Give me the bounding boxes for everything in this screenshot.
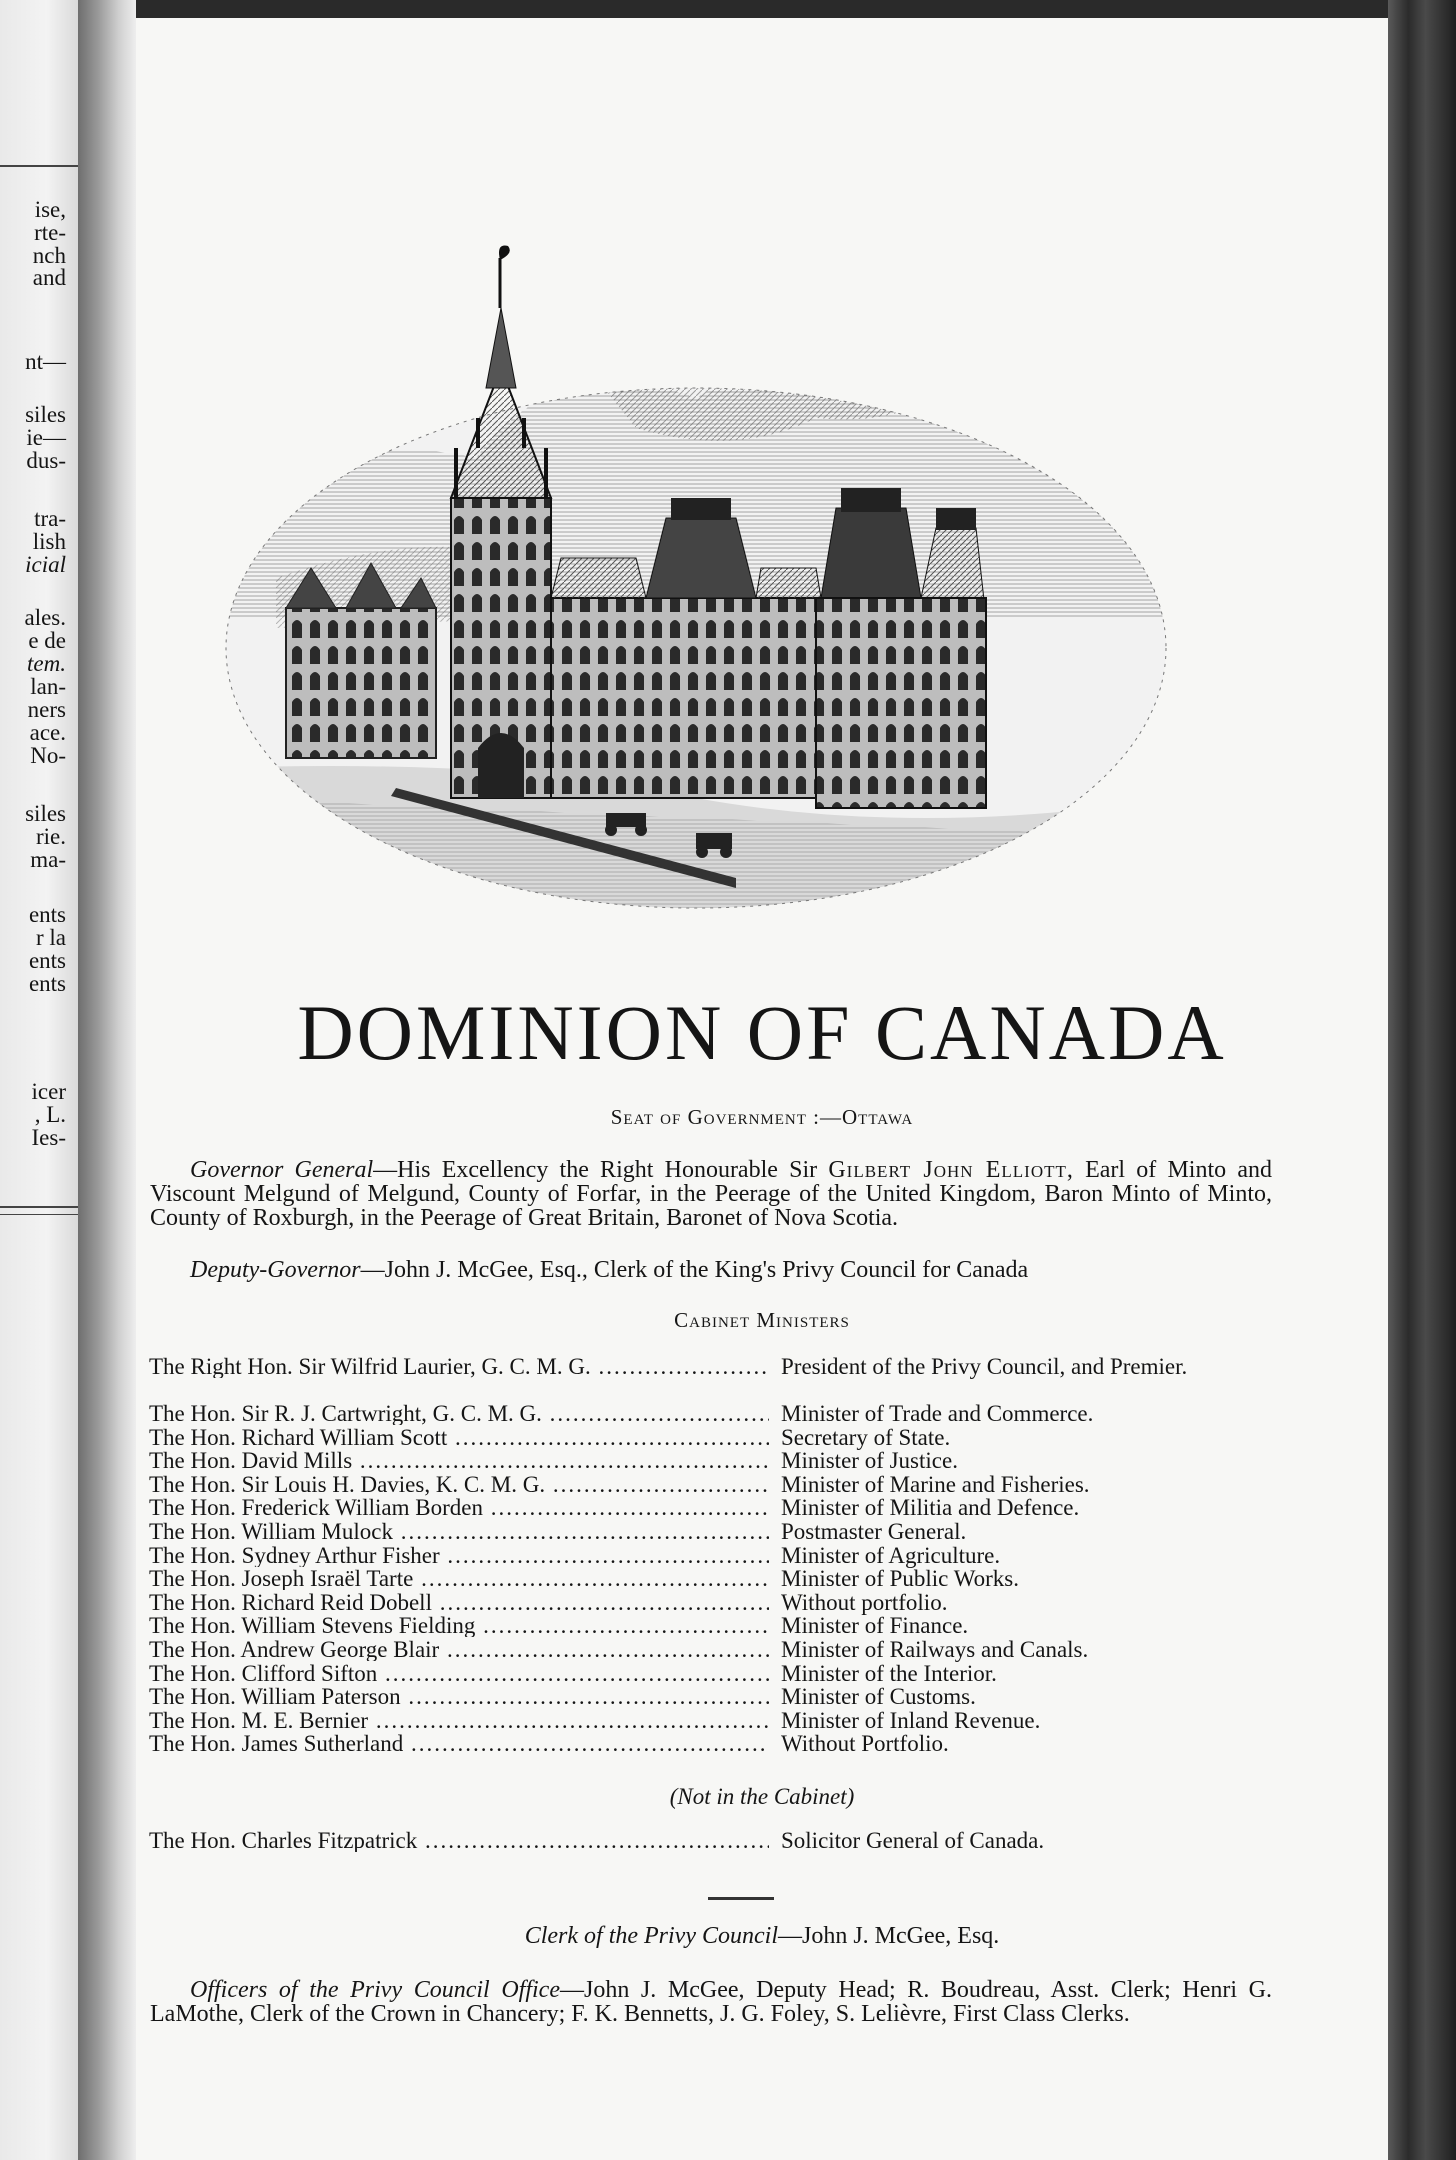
list-item [149, 1709, 1279, 1733]
list-item [149, 1685, 1279, 1709]
list-item [149, 1732, 1279, 1756]
section-divider [708, 1897, 774, 1900]
list-item [149, 1426, 1279, 1450]
minister-name: The Hon. James Sutherland ..... [149, 1732, 769, 1755]
list-item [149, 1662, 1279, 1686]
left-fragment: ales. [24, 605, 66, 630]
clerk-text: —John J. McGee, Esq. [777, 1923, 1000, 1949]
left-page-rule [0, 1214, 78, 1215]
minister-name: The Hon. David Mills ..... [149, 1449, 769, 1472]
officers-label: Officers of the Privy Council Office [190, 1977, 560, 2003]
left-fragment: ents [28, 902, 66, 927]
list-item [149, 1591, 1279, 1615]
clerk-label: Clerk of the Privy Council [524, 1923, 778, 1949]
minister-office: Minister of Agriculture. [781, 1542, 1001, 1568]
page-title: DOMINION OF CANADA [297, 989, 1227, 1076]
minister-name: The Hon. Richard Reid Dobell ..... [149, 1591, 769, 1614]
left-page-rule [0, 1206, 78, 1208]
minister-name: The Hon. Andrew George Blair ..... [149, 1638, 769, 1661]
left-fragment: tra- [34, 506, 66, 531]
minister-name: The Hon. Sir R. J. Cartwright, G. C. M. G. ..... [149, 1402, 769, 1425]
minister-name: The Hon. Clifford Sifton ..... [149, 1662, 769, 1685]
seat-separator: :— [806, 1105, 843, 1129]
left-fragment: nch [32, 243, 66, 268]
left-fragment: ents [28, 971, 66, 996]
seat-city: Ottawa [842, 1105, 914, 1129]
left-fragment: lan- [30, 674, 66, 699]
officers-paragraph [150, 1978, 1272, 2026]
governor-text-b: Earl of Minto and Viscount Melgund of Melgund, County of Forfar, in the Peerage of the United Kingdom, Baron Minto of Minto, County of Roxburgh, in the Peerage of Great Britain, Baronet of Nova Scotia. [150, 1157, 1272, 1231]
deputy-governor-text: —John J. McGee, Esq., Clerk of the King's Privy Council for Canada [360, 1257, 1029, 1283]
left-fragment: e de [28, 628, 66, 653]
governor-general-paragraph [150, 1158, 1272, 1230]
minister-office: Minister of Finance. [781, 1613, 969, 1639]
left-fragment: and [32, 265, 66, 290]
left-fragment: ners [27, 697, 66, 722]
minister-name: The Hon. Joseph Israël Tarte ..... [149, 1567, 769, 1590]
left-fragment: ents [28, 948, 66, 973]
minister-office: Minister of Railways and Canals. [781, 1636, 1089, 1662]
minister-office: Secretary of State. [781, 1424, 951, 1450]
left-fragment: r la [35, 925, 66, 950]
left-fragment: ace. [29, 720, 66, 745]
deputy-governor-label: Deputy-Governor [190, 1257, 361, 1283]
victoria-tower [451, 246, 551, 798]
list-item [149, 1614, 1279, 1638]
left-fragment: lish [32, 529, 66, 554]
main-page [136, 18, 1388, 2160]
governor-general-label: Governor General [190, 1157, 374, 1183]
ministers-list [149, 1355, 1279, 1756]
left-fragment: icial [25, 552, 66, 577]
minister-name: The Hon. Richard William Scott ..... [149, 1426, 769, 1449]
minister-office: Minister of the Interior. [781, 1660, 997, 1686]
left-fragment: No- [30, 743, 66, 768]
left-fragment: rte- [34, 220, 66, 245]
left-fragment: tem. [27, 651, 66, 676]
governor-name: Gilbert John Elliott, [828, 1157, 1074, 1183]
minister-office: Solicitor General of Canada. [781, 1828, 1045, 1853]
list-item [149, 1355, 1279, 1402]
list-item [149, 1520, 1279, 1544]
list-item [149, 1567, 1279, 1591]
left-page-rule [0, 165, 78, 167]
officers-text: —John J. McGee, Deputy Head; R. Boudreau, Asst. Clerk; Henri G. LaMothe, Clerk of the Crown in Chancery; F. K. Bennetts, J. G. Foley, S. Lelièvre, First Class Clerks. [150, 1977, 1272, 2027]
minister-name: The Hon. Frederick William Borden ..... [149, 1496, 769, 1519]
minister-office: Minister of Justice. [781, 1448, 958, 1474]
left-fragment: siles [25, 801, 66, 826]
left-fragment: Ies- [31, 1125, 66, 1150]
deputy-governor-paragraph [150, 1258, 1272, 1282]
list-item [149, 1544, 1279, 1568]
minister-name: The Hon. Sir Louis H. Davies, K. C. M. G. ..... [149, 1473, 769, 1496]
list-item [149, 1638, 1279, 1662]
left-fragment: , L. [34, 1102, 66, 1127]
list-item [149, 1829, 1279, 1853]
list-item [149, 1496, 1279, 1520]
book-gutter [78, 0, 136, 2160]
left-fragment: rie. [35, 824, 66, 849]
minister-name: The Hon. William Stevens Fielding ..... [149, 1614, 769, 1637]
left-fragment: dus- [26, 448, 66, 473]
minister-office: Minister of Trade and Commerce. [781, 1401, 1094, 1426]
minister-name: The Right Hon. Sir Wilfrid Laurier, G. C. M. G. ..... [149, 1355, 769, 1378]
cabinet-ministers-heading: Cabinet Ministers [674, 1308, 850, 1332]
left-fragment: ma- [30, 847, 66, 872]
west-block [286, 563, 436, 758]
minister-office: Minister of Public Works. [781, 1566, 1019, 1592]
list-item [149, 1449, 1279, 1473]
minister-office: Postmaster General. [781, 1518, 967, 1544]
minister-name: The Hon. William Paterson ..... [149, 1685, 769, 1708]
left-fragment: nt— [25, 349, 66, 374]
governor-text-a: —His Excellency the Right Honourable Sir [373, 1157, 829, 1183]
not-in-cabinet-heading: (Not in the Cabinet) [669, 1784, 855, 1809]
parliament-building-engraving [216, 198, 1176, 968]
minister-name: The Hon. Sydney Arthur Fisher ..... [149, 1544, 769, 1567]
left-fragment: siles [25, 402, 66, 427]
seat-of-government [136, 1105, 1388, 1130]
seat-label: Seat of Government [610, 1105, 807, 1129]
scan-top-border [0, 0, 1456, 18]
minister-office: Minister of Customs. [781, 1684, 976, 1710]
list-item [149, 1402, 1279, 1426]
minister-name: The Hon. Charles Fitzpatrick ..... [149, 1829, 769, 1852]
minister-office: President of the Privy Council, and Premier. [781, 1354, 1188, 1379]
left-fragment: ise, [34, 197, 66, 222]
left-page-edge [0, 0, 78, 2160]
minister-office: Minister of Inland Revenue. [781, 1707, 1041, 1733]
list-item [149, 1473, 1279, 1497]
left-fragment: ie— [26, 425, 66, 450]
minister-office: Minister of Militia and Defence. [781, 1495, 1080, 1521]
book-right-edge [1388, 0, 1456, 2160]
minister-office: Minister of Marine and Fisheries. [781, 1471, 1090, 1497]
clerk-of-privy-council [136, 1923, 1388, 1950]
minister-name: The Hon. M. E. Bernier ..... [149, 1709, 769, 1732]
minister-office: Without Portfolio. [781, 1731, 949, 1757]
solicitor-general-row [149, 1829, 1279, 1853]
left-fragment: icer [31, 1079, 66, 1104]
minister-name: The Hon. William Mulock ..... [149, 1520, 769, 1543]
minister-office: Without portfolio. [781, 1589, 948, 1615]
